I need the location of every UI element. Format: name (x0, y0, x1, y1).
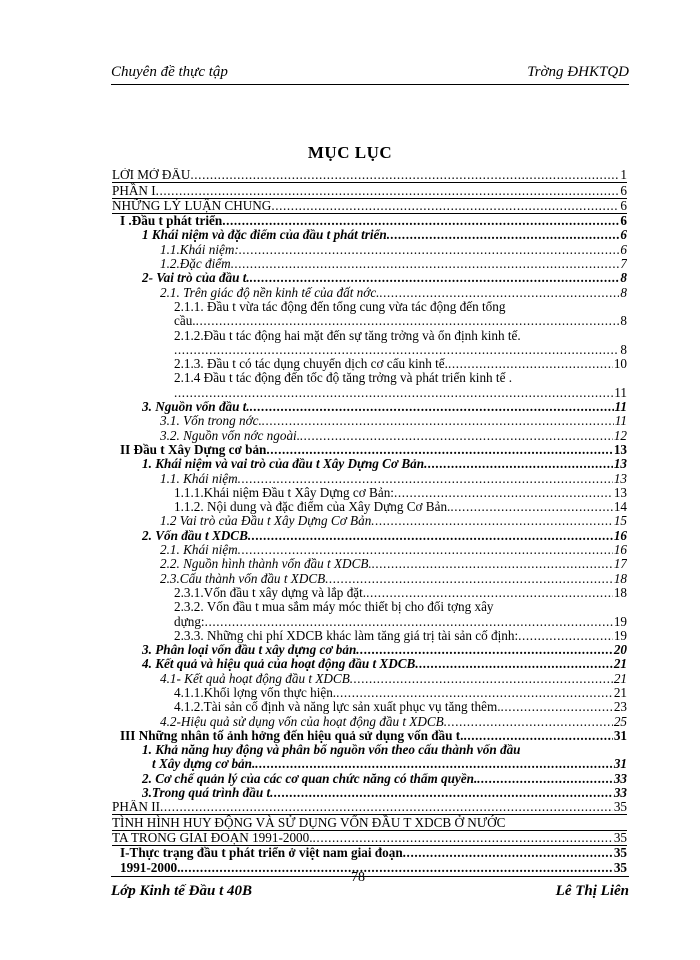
toc-entry: 1.2.Đặc điểm ..... 7 (112, 257, 627, 271)
page-header (111, 64, 629, 86)
footer-left: Lớp Kinh tế Đầu t 40B (111, 883, 252, 899)
toc-entry: ..... 11 (112, 385, 627, 399)
page-title: MỤC LỤC (307, 143, 393, 162)
toc-entry: 4. Kết quả và hiệu quả của hoạt động đầu t XDCB ..... 21 (112, 657, 627, 671)
toc-entry: 2.3.Cấu thành vốn đầu t XDCB ..... 18 (112, 571, 627, 585)
toc-entry: 2.3.3. Những chi phí XDCB khác làm tăng giá trị tài sản cố định: ..... 19 (112, 629, 627, 643)
toc-entry: 1991-2000. ..... 35 (112, 860, 627, 874)
toc-entry: I-Thực trạng đầu t phát triển ở việt nam giai đoạn ..... 35 (112, 846, 627, 860)
toc-entry: 1 Khái niệm và đặc điểm của đầu t phát triển ..... 6 (112, 228, 627, 242)
toc-entry: PHẦN I ..... 6 (112, 183, 627, 198)
toc-entry: 1.1.2. Nội dung và đặc điểm của Xây Dựng Cơ Bản. ..... 14 (112, 500, 627, 514)
toc-entry: I .Đầu t phát triển ..... 6 (112, 214, 627, 228)
toc-entry: II Đầu t Xây Dựng cơ bản ..... 13 (112, 443, 627, 457)
toc-entry: TÌNH HÌNH HUY ĐỘNG VÀ SỬ DỤNG VỐN ĐẦU T XDCB Ở NƯỚC (112, 815, 627, 830)
toc-entry: 2- Vai trò của đầu t. ..... 8 (112, 271, 627, 285)
toc-entry: LỜI MỞ ĐẦU ..... 1 (112, 168, 627, 183)
toc-entry: 2.2. Nguồn hình thành vốn đầu t XDCB. ..... 17 (112, 557, 627, 571)
toc-entry: 1. Khái niệm và vai trò của đầu t Xây Dựng Cơ Bản ..... 13 (112, 457, 627, 471)
toc-entry: 3.2. Nguồn vốn nớc ngoài. ..... 12 (112, 428, 627, 442)
toc-entry: 4.2-Hiệu quả sử dụng vốn của hoạt động đầu t XDCB ..... 25 (112, 714, 627, 728)
toc-entry: 1. Khả năng huy động và phân bổ nguồn vốn theo cấu thành vốn đầu (142, 742, 521, 758)
toc-entry: 1.2 Vai trò của Đầu t Xây Dựng Cơ Bản ..... 15 (112, 514, 627, 528)
toc-entry: 2. Vốn đầu t XDCB ..... 16 (112, 528, 627, 542)
toc-entry: NHỮNG LÝ LUẬN CHUNG ..... 6 (112, 199, 627, 214)
toc-entry: TA TRONG GIAI ĐOẠN 1991-2000. ..... 35 (112, 831, 627, 846)
toc-entry: 3.1. Vốn trong nớc. ..... 11 (112, 414, 627, 428)
toc-entry: 2.1.4 Đầu t tác động đến tốc độ tăng trởng và phát triển kinh tế . (174, 371, 513, 386)
toc-entry: 3.Trong quá trình đầu t ..... 33 (112, 786, 627, 800)
toc-entry: 1.1.Khái niệm: ..... 6 (112, 242, 627, 256)
toc-entry: t Xây dựng cơ bản. ..... 31 (112, 757, 627, 771)
toc-entry: 2.3.2. Vốn đầu t mua sắm máy móc thiết bị cho đối tợng xây (174, 599, 494, 615)
page-number: 78 (351, 870, 365, 885)
toc-entry: 4.1- Kết quả hoạt động đầu t XDCB ..... 21 (112, 671, 627, 685)
toc-entry: 3. Phân loại vốn đầu t xây dựng cơ bản ..... 20 (112, 643, 627, 657)
toc-entry: 2. Cơ chế quản lý của các cơ quan chức năng có thẩm quyền. ..... 33 (112, 771, 627, 785)
toc-entry: 2.1.2.Đầu t tác động hai mặt đến sự tăng trởng và ổn định kinh tế. (174, 328, 521, 343)
toc-entry: 4.1.1.Khối lợng vốn thực hiện. ..... 21 (112, 686, 627, 700)
table-of-contents (112, 168, 627, 875)
toc-entry: 2.1. Trên giác độ nền kinh tế của đất nớc. ..... 8 (112, 285, 627, 299)
toc-entry: 2.1. Khái niệm ..... 16 (112, 543, 627, 557)
toc-entry: III Những nhân tố ảnh hởng đến hiệu quả sử dụng vốn đầu t. ..... 31 (112, 729, 627, 743)
header-left: Chuyên đề thực tập (111, 64, 228, 80)
toc-entry: dựng: ..... 19 (112, 614, 627, 628)
header-right: Trờng ĐHKTQD (527, 64, 629, 80)
footer-right: Lê Thị Liên (555, 883, 629, 899)
toc-entry: ..... 8 (112, 343, 627, 357)
toc-entry: PHẦN II ..... 35 (112, 800, 627, 815)
page-footer (111, 870, 629, 901)
toc-entry: 2.1.3. Đầu t có tác dụng chuyển dịch cơ cấu kinh tế. ..... 10 (112, 357, 627, 371)
toc-entry: 2.1.1. Đầu t vừa tác động đến tổng cung vừa tác động đến tổng (174, 299, 506, 314)
toc-entry: cầu. ..... 8 (112, 314, 627, 328)
toc-entry: 4.1.2.Tài sản cố định và năng lực sản xuất phục vụ tăng thêm. ..... 23 (112, 700, 627, 714)
toc-entry: 2.3.1.Vốn đầu t xây dựng và lắp đặt. ..... 18 (112, 586, 627, 600)
toc-entry: 1.1.1.Khái niệm Đầu t Xây Dựng cơ Bản: ..... 13 (112, 486, 627, 500)
toc-entry: 1.1. Khái niệm ..... 13 (112, 471, 627, 485)
toc-entry: 3. Nguồn vốn đầu t. ..... 11 (112, 400, 627, 414)
header-rule (111, 84, 629, 85)
